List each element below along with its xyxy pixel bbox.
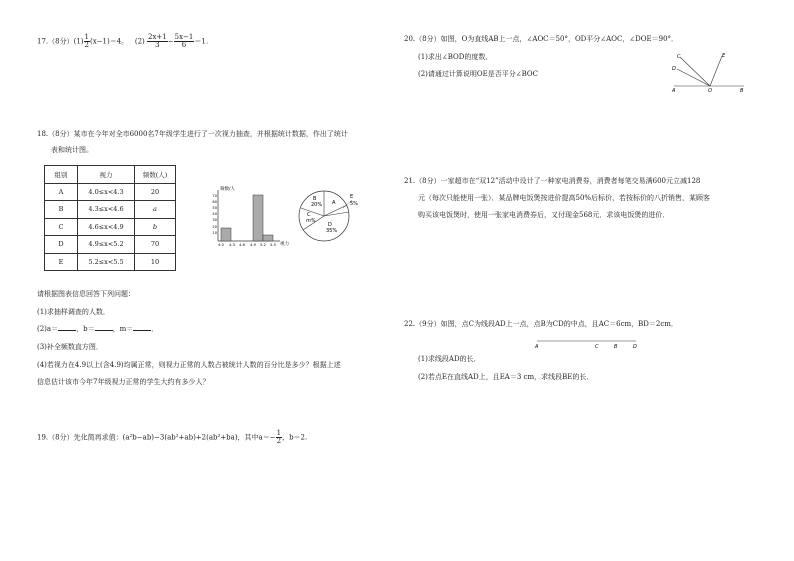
point-label-c: C [677, 54, 681, 60]
histogram-ytick: 40 [212, 212, 217, 216]
q17-part2-rest: ＝1. [194, 37, 209, 46]
point-label-d: D [672, 66, 676, 72]
histogram-xtick: 5.2 [260, 243, 266, 247]
q21-line2: 元（每次只能使用一张）．某品牌电饭煲按进价提高50%后标价，若按标价的八折销售，某顾客 [418, 194, 711, 202]
segment-figure [532, 335, 644, 351]
pie-label-b: B [313, 196, 317, 202]
table-header-row [45, 166, 176, 184]
histogram-ytick: 60 [212, 200, 217, 204]
angle-figure [668, 50, 748, 94]
frequency-histogram [206, 184, 288, 250]
ray-oc [680, 57, 710, 86]
pie-label-c: C [307, 212, 311, 218]
pie-label-e-percent: 5% [350, 201, 358, 207]
q22-sub2: (2)若点E在直线AD上，且EA＝3 cm，求线段BE的长． [418, 373, 594, 381]
q20-sub1: (1)求出∠BOD的度数． [418, 53, 493, 61]
table-cell: 4.3≤x<4.6 [78, 201, 135, 219]
table-header: 频数(人) [135, 166, 176, 184]
table-cell: D [45, 236, 78, 254]
q20-line1: 20.（8分）如图，O为直线AB上一点，∠AOC＝50°，OD平分∠AOC，∠DOE＝90°． [404, 35, 679, 43]
table-cell: 20 [135, 183, 176, 201]
q21-line3: 购买该电饭煲时，使用一张家电消费券后，又付现金568元．求该电饭煲的进价． [418, 211, 670, 219]
table-header: 视力 [78, 166, 135, 184]
q19-rest: ，b＝2. [282, 433, 308, 442]
q18-sub3: (3)补全频数直方图． [37, 343, 103, 351]
q17-label: 17.（8分）(1) [37, 37, 84, 46]
q18-sub4-line1: (4)若视力在4.9以上(含4.9)均属正常，则视力正常的人数占被统计人数的百分比是多少？根据上述 [37, 361, 341, 369]
point-label-b: B [740, 88, 744, 94]
q21-line1: 21.（8分）一家超市在“双12”活动中设计了一种家电消费券，消费者每笔交易满600元立减128 [404, 177, 701, 185]
question-17 [37, 34, 208, 49]
table-cell: 10 [135, 253, 176, 271]
q17-minus: − [167, 37, 174, 46]
table-cell: A [45, 183, 78, 201]
histogram-bar-d [253, 195, 263, 241]
q18-sub2-c: ，m＝ [112, 325, 134, 333]
point-label-a: A [672, 88, 676, 94]
histogram-xtick: 4.3 [229, 243, 235, 247]
q18-sub2-a: (2)a＝ [37, 325, 59, 333]
q18-sub4-line2: 信息估计该市今年7年级视力正常的学生大约有多少人？ [37, 378, 210, 386]
table-cell: B [45, 201, 78, 219]
histogram-xtick: 4.6 [239, 243, 245, 247]
q22-line1: 22.（9分）如图，点C为线段AD上一点，点B为CD的中点，且AC＝6cm，BD＝2cm． [404, 320, 678, 328]
q19-label: 19.（8分）先化简再求值： [37, 433, 123, 442]
table-cell: a [135, 201, 176, 219]
vision-frequency-table [44, 165, 176, 271]
table-cell: 4.9≤x<5.2 [78, 236, 135, 254]
table-cell: E [45, 253, 78, 271]
pie-label-b-percent: 20% [311, 202, 323, 208]
point-label-o: O [708, 88, 712, 94]
point-label-b: B [614, 344, 618, 350]
point-label-d: D [633, 344, 637, 350]
ray-oe [710, 56, 722, 86]
histogram-xlabel: 视力 [280, 242, 289, 247]
table-cell: 70 [135, 236, 176, 254]
histogram-bar-a [221, 228, 231, 241]
answer-blank-b[interactable] [95, 324, 113, 331]
pie-label-a: A [332, 200, 336, 206]
pie-label-d: D [328, 222, 332, 228]
q18-line1: 18.（8分）某市在今年对全市6000名7年级学生进行了一次视力抽查，并根据统计数据，作出了统计 [37, 130, 348, 138]
table-cell: 5.2≤x<5.5 [78, 253, 135, 271]
q18-sub2-b: ，b＝ [76, 325, 95, 333]
table-row [45, 218, 176, 236]
pie-label-c-percent: m% [306, 218, 316, 224]
histogram-bar-e [263, 235, 273, 241]
ray-od [677, 69, 710, 86]
histogram-ytick: 10 [212, 231, 217, 235]
q17-fraction-b: $\frac{5x-1}{6}$ [174, 33, 194, 49]
histogram-ytick: 50 [212, 206, 217, 210]
pie-label-e: E [350, 194, 354, 200]
table-cell: 4.0≤x<4.3 [78, 183, 135, 201]
histogram-ytick: 20 [212, 225, 217, 229]
histogram-ytick: 70 [212, 194, 217, 198]
answer-blank-m[interactable] [133, 324, 151, 331]
q18-line2: 表和统计图。 [51, 146, 93, 154]
vision-pie-chart [296, 188, 362, 244]
question-19 [37, 430, 307, 445]
q18-sub2 [37, 324, 158, 334]
table-cell: C [45, 218, 78, 236]
q19-expression: (a²b−ab)−3(ab²+ab)+2(ab²+ba)，其中a＝− [122, 433, 276, 442]
q19-fraction: $\frac{1}{2}$ [276, 429, 282, 445]
histogram-ylabel: 频数/人 [220, 187, 236, 192]
q17-fraction-half: $\frac{1}{2}$ [84, 33, 89, 49]
table-cell: 4.6≤x<4.9 [78, 218, 135, 236]
table-row [45, 236, 176, 254]
q18-sub2-d: ． [151, 325, 159, 333]
q18-prompt: 请根据图表信息回答下列问题： [37, 290, 135, 298]
histogram-xtick: 4.9 [250, 243, 256, 247]
q17-fraction-a: $\frac{2x+1}{3}$ [148, 33, 167, 49]
point-label-e: E [722, 53, 726, 59]
q17-part1-rest: (x−1)＝4。 [89, 37, 129, 46]
q18-sub1: (1)求抽样调查的人数． [37, 308, 110, 316]
table-cell: b [135, 218, 176, 236]
answer-blank-a[interactable] [58, 324, 76, 331]
table-row [45, 201, 176, 219]
table-row [45, 253, 176, 271]
histogram-xtick: 4.0 [218, 243, 224, 247]
pie-label-d-percent: 35% [326, 228, 338, 234]
point-label-a: A [535, 344, 539, 350]
q17-part2-label: (2) [134, 37, 145, 46]
q22-sub1: (1)求线段AD的长． [418, 355, 481, 363]
table-header: 组别 [45, 166, 78, 184]
histogram-xtick: 5.5 [270, 243, 276, 247]
table-row [45, 183, 176, 201]
histogram-ytick: 30 [212, 218, 217, 222]
point-label-c: C [595, 344, 599, 350]
q20-sub2: (2)请通过计算说明OE是否平分∠BOC [418, 70, 538, 78]
